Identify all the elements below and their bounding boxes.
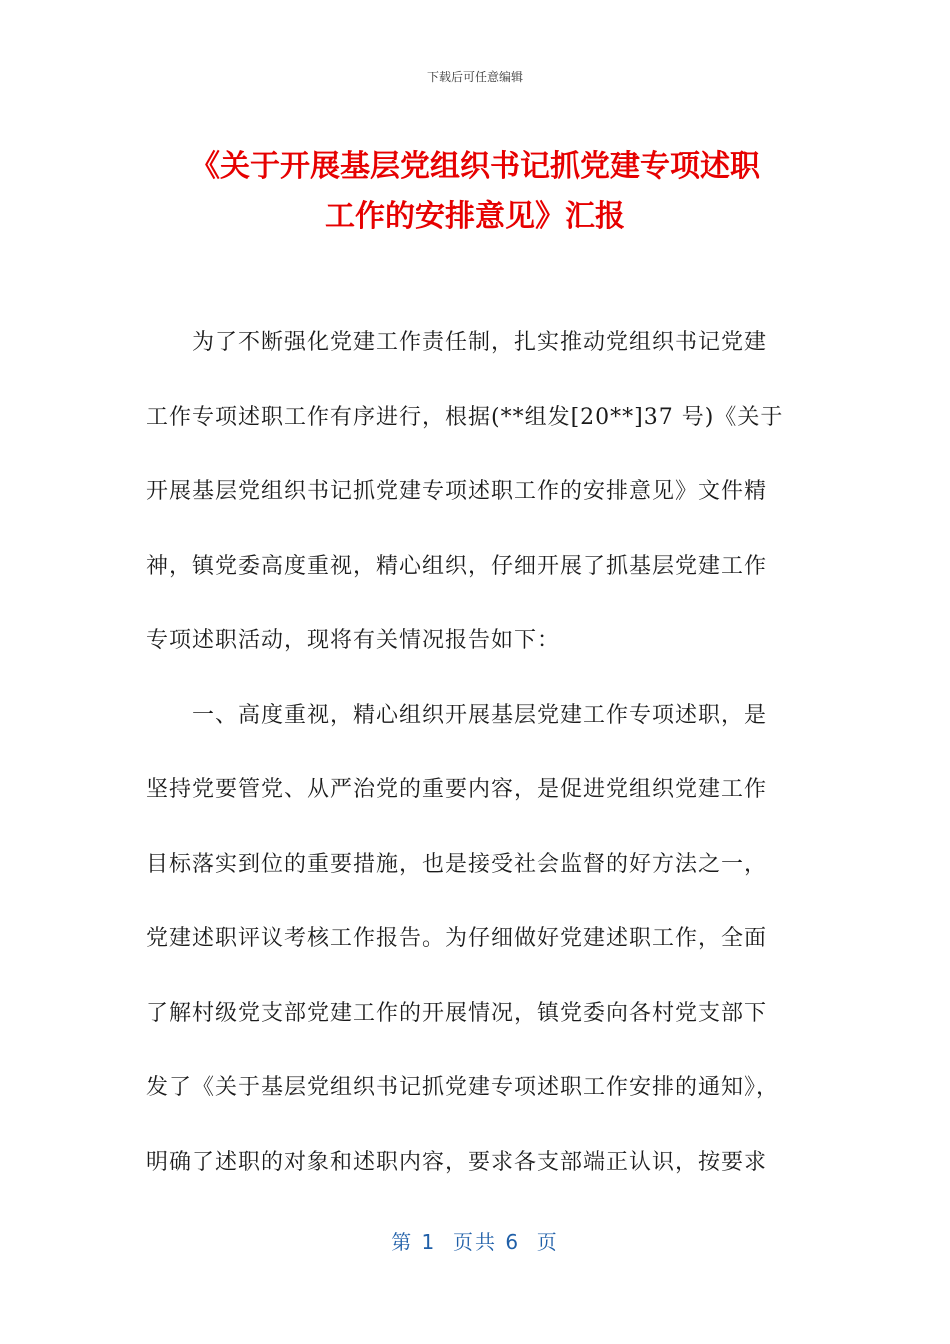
page-footer bbox=[0, 1226, 950, 1255]
body-text bbox=[146, 318, 806, 1212]
body-line: 了解村级党支部党建工作的开展情况，镇党委向各村党支部下 bbox=[146, 1000, 768, 1026]
body-line: 为了不断强化党建工作责任制，扎实推动党组织书记党建 bbox=[146, 330, 768, 355]
body-line: 坚持党要管党、从严治党的重要内容，是促进党组织党建工作 bbox=[146, 777, 768, 802]
body-line: 目标落实到位的重要措施，也是接受社会监督的好方法之一， bbox=[146, 851, 768, 877]
body-line: 明确了述职的对象和述职内容，要求各支部端正认识，按要求 bbox=[146, 1149, 768, 1175]
body-line: 专项述职活动，现将有关情况报告如下： bbox=[146, 628, 561, 653]
title-line-1: 《关于开展基层党组织书记抓党建专项述职 bbox=[190, 149, 760, 184]
page-number: 第 1 页共 6 页 bbox=[391, 1230, 559, 1254]
body-line: 一、高度重视，精心组织开展基层党建工作专项述职，是 bbox=[146, 702, 768, 728]
body-line: 开展基层党组织书记抓党建专项述职工作的安排意见》文件精 bbox=[146, 479, 768, 504]
body-line: 发了《关于基层党组织书记抓党建专项述职工作安排的通知》， bbox=[146, 1075, 780, 1100]
header-note: 下载后可任意编辑 bbox=[426, 70, 523, 84]
body-line: 神，镇党委高度重视，精心组织，仔细开展了抓基层党建工作 bbox=[146, 553, 768, 579]
document-title bbox=[0, 142, 950, 242]
title-line-2: 工作的安排意见》汇报 bbox=[325, 199, 625, 234]
body-line: 工作专项述职工作有序进行，根据(**组发[20**]37 号)《关于 bbox=[146, 404, 784, 430]
body-line: 党建述职评议考核工作报告。为仔细做好党建述职工作，全面 bbox=[146, 926, 768, 951]
